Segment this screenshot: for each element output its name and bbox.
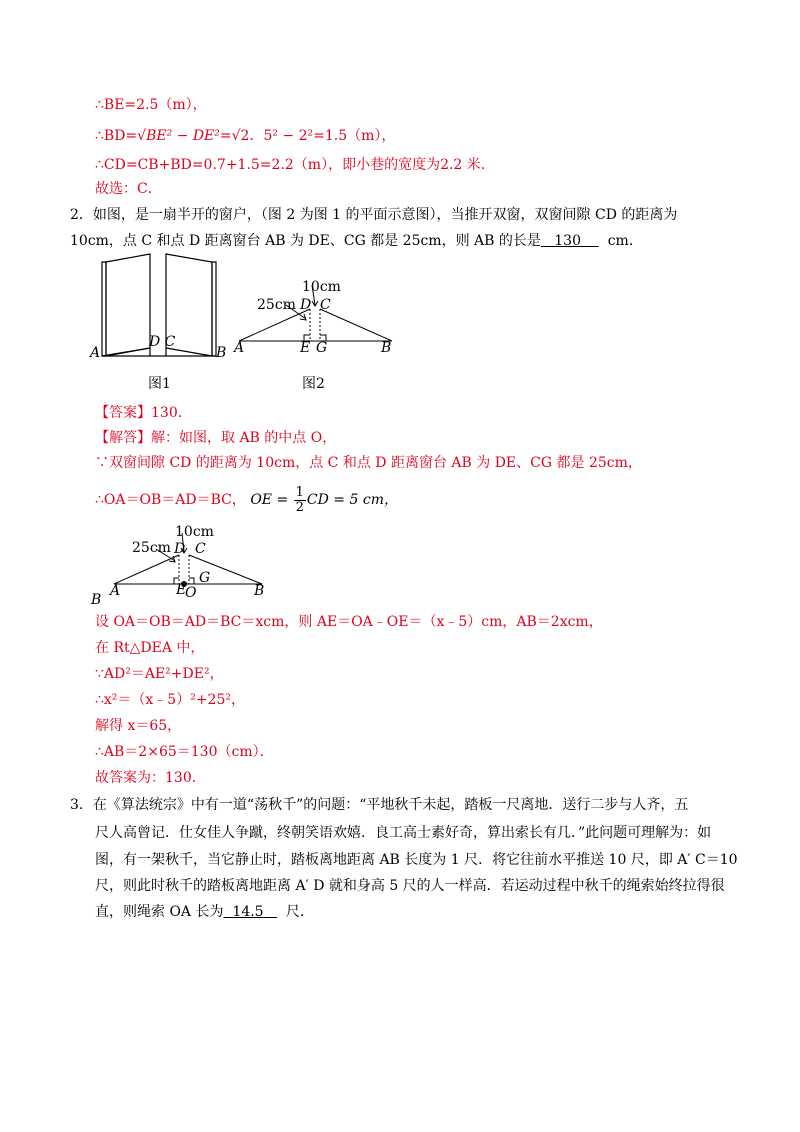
q2-step-6: ∴AB＝2×65＝130（cm）． bbox=[95, 744, 274, 760]
fig1-label-a: A bbox=[90, 345, 101, 361]
fig3-label-a: A bbox=[110, 583, 121, 599]
prev-solution-line-2: ∴BD=√BE² − DE²=√2．5² − 2²=1.5（m）， bbox=[95, 128, 396, 144]
fig2-caption: 图2 bbox=[302, 376, 325, 392]
q2-line-1 bbox=[70, 205, 677, 225]
q3-line-5 bbox=[95, 902, 314, 922]
q2-unit: cm． bbox=[607, 233, 643, 249]
prev-solution-line-3: ∴CD=CB+BD=0.7+1.5=2.2（m），即小巷的宽度为2.2 米． bbox=[95, 157, 495, 173]
q3-line-3: 图，有一架秋千，当它静止时，踏板离地距离 AB 长度为 1 尺．将它往前水平推送 10 尺，即 A′ C＝10 bbox=[95, 852, 738, 868]
q2-reason-2-left: ∴OA＝OB＝AD＝BC， bbox=[95, 492, 246, 508]
q2-step-4: ∴x²＝（x﹣5）²+25²， bbox=[95, 692, 245, 708]
q2-text-b: 10cm，点 C 和点 D 距离窗台 AB 为 DE、CG 都是 25cm，则 AB 的长是 bbox=[70, 233, 541, 249]
fig3-label-o: O bbox=[185, 585, 197, 601]
fig2-label-c: C bbox=[320, 297, 331, 313]
fig2-label-g: G bbox=[316, 340, 328, 356]
fig1-label-b: B bbox=[216, 345, 227, 361]
q2-step-7: 故答案为：130． bbox=[95, 770, 206, 786]
q2-oe-result: CD = 5 cm， bbox=[306, 492, 398, 508]
fig3-label-b-left: B bbox=[91, 592, 102, 608]
sqrt-expression-1: √BE² − DE² bbox=[137, 128, 220, 144]
fig3-label-g: G bbox=[199, 570, 211, 586]
q3-line-1 bbox=[70, 795, 688, 815]
fig1-label-dc: D C bbox=[149, 334, 176, 350]
q2-number: 2． bbox=[70, 207, 93, 223]
fig2-label-a: A bbox=[234, 340, 245, 356]
prev-solution-line-4: 故选：C． bbox=[95, 181, 162, 197]
fig3-label-b-right: B bbox=[254, 583, 265, 599]
fig3-label-25cm: 25cm bbox=[132, 540, 171, 556]
q3-unit: 尺． bbox=[285, 904, 314, 920]
q2-reason-1: ∵双窗间隙 CD 的距离为 10cm，点 C 和点 D 距离窗台 AB 为 DE、CG 都是 25cm， bbox=[95, 455, 642, 471]
q3-line-2: 尺人高曾记．仕女佳人争蹴，终朝笑语欢嬉．良工高士素好奇，算出索长有几．”此问题可理解为：如 bbox=[95, 825, 712, 841]
q2-step-2: 在 Rt△DEA 中， bbox=[95, 640, 205, 656]
fig2-label-e: E bbox=[300, 340, 311, 356]
q2-answer: 【答案】130． bbox=[95, 405, 192, 421]
q2-analysis-head: 【解答】解：如图，取 AB 的中点 O， bbox=[95, 430, 337, 446]
left-window-pane bbox=[106, 254, 150, 356]
fig3-label-d: D bbox=[174, 541, 186, 557]
fig2-label-25cm: 25cm bbox=[257, 297, 296, 313]
one-half-fraction bbox=[294, 486, 306, 515]
q2-answer-blank bbox=[541, 231, 599, 251]
q3-answer-blank bbox=[224, 902, 277, 922]
fig3-label-c: C bbox=[195, 541, 206, 557]
q3-line-5-text: 直，则绳索 OA 长为 bbox=[95, 904, 224, 920]
bd-result: =1.5（m）， bbox=[313, 128, 396, 144]
q2-step-3: ∵AD²＝AE²+DE²， bbox=[95, 666, 224, 682]
fig2-label-d: D bbox=[300, 297, 312, 313]
q2-answer-value: 130 bbox=[554, 233, 581, 249]
prev-solution-line-1: ∴BE=2.5（m）， bbox=[95, 97, 207, 113]
q3-answer-value: 14.5 bbox=[232, 904, 264, 920]
q3-number: 3． bbox=[70, 797, 93, 813]
fig2-label-b: B bbox=[381, 340, 392, 356]
q3-line-4: 尺，则此时秋千的踏板离地距离 A′ D 就和身高 5 尺的人一样高．若运动过程中秋千的绳索始终拉得很 bbox=[95, 878, 725, 894]
q2-step-1: 设 OA＝OB＝AD＝BC＝xcm，则 AE＝OA﹣OE＝（x﹣5）cm，AB＝2xcm， bbox=[95, 614, 603, 630]
q2-oe-expression: OE = bbox=[250, 492, 293, 508]
fig1-caption: 图1 bbox=[148, 376, 171, 392]
fraction-numerator: 1 bbox=[295, 484, 304, 500]
q2-text-a: 如图，是一扇半开的窗户，（图 2 为图 1 的平面示意图），当推开双窗，双窗间隙 CD 的距离为 bbox=[92, 207, 678, 223]
q2-line-2 bbox=[70, 231, 643, 251]
fig3-label-e: E bbox=[176, 582, 187, 598]
fig2-label-10cm: 10cm bbox=[302, 279, 341, 295]
fraction-denominator: 2 bbox=[295, 499, 304, 515]
q3-line-1-text: 在《算法统宗》中有一道“荡秋千”的问题：“平地秋千未起，踏板一尺离地．送行二步与人齐，五 bbox=[92, 797, 689, 813]
fig3-label-10cm: 10cm bbox=[175, 524, 214, 540]
bd-label: ∴BD= bbox=[95, 128, 138, 144]
q2-reason-2 bbox=[95, 484, 398, 516]
q2-step-5: 解得 x＝65， bbox=[95, 718, 182, 734]
